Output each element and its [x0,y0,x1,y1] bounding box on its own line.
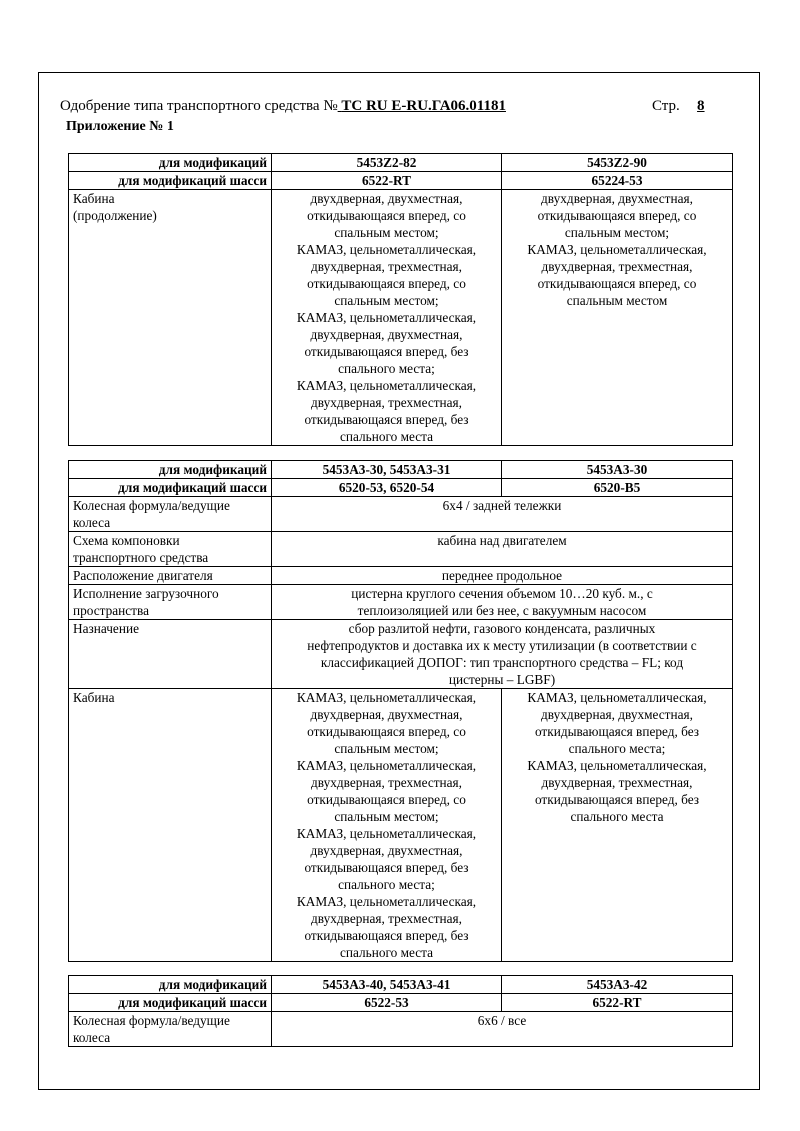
spec-table-1 [68,153,733,446]
wheel-formula-value: 6х6 / все [272,1012,733,1047]
modification-cell: 5453А3-40, 5453А3-41 [272,976,502,994]
text-line: откидывающаяся вперед, без [534,792,700,807]
chassis-cell: 6522-RT [502,994,733,1012]
label-line: (продолжение) [73,208,157,223]
appendix-label: Приложение № 1 [66,119,174,134]
text-line: спальным местом; [334,225,439,240]
text-line: откидывающаяся вперед, со [537,208,697,223]
chassis-cell: 65224-53 [502,172,733,190]
cabin-cell [272,689,502,962]
text-line: КАМАЗ, цельнометаллическая, [527,690,707,705]
text-line: спальным местом; [334,741,439,756]
text-line: откидывающаяся вперед, без [304,344,469,359]
text-line: двухдверная, двухместная, [541,191,693,206]
text-line: двухдверная, трехместная, [311,259,462,274]
row-label: для модификаций [69,154,272,172]
title-prefix: Одобрение типа транспортного средства № [60,98,338,114]
text-line: КАМАЗ, цельнометаллическая, [296,758,477,773]
text-line: двухдверная, двухместная, [310,191,463,206]
label-line: транспортного средства [73,550,209,565]
text-line: теплоизоляцией или без нее, с вакуумным насосом [357,603,647,618]
text-line: откидывающаяся вперед, без [304,412,469,427]
label-line: Кабина [73,191,115,206]
modification-cell: 5453Z2-82 [272,154,502,172]
label-line: колеса [73,1030,111,1045]
table-row-modifications [69,154,733,172]
text-line: КАМАЗ, цельнометаллическая, [296,310,477,325]
text-line: цистерна круглого сечения объемом 10…20 куб. м., с [351,586,653,601]
text-line: откидывающаяся вперед, со [307,208,466,223]
page-label: Стр. [652,98,680,114]
cargo-value [272,585,733,620]
text-line: спального места; [338,877,435,892]
row-label: для модификаций шасси [69,479,272,497]
label-line: Колесная формула/ведущие [73,498,230,513]
modification-cell: 5453Z2-90 [502,154,733,172]
modification-cell: 5453А3-42 [502,976,733,994]
page-indicator [652,98,722,115]
label-line: пространства [73,603,150,618]
row-label [69,532,272,567]
cabin-cell [502,689,733,962]
text-line: цистерны – LGBF) [448,672,556,687]
header-line [60,98,740,118]
modification-cell: 5453А3-30, 5453А3-31 [272,461,502,479]
table-row-layout [69,532,733,567]
approval-number [338,98,603,115]
text-line: откидывающаяся вперед, со [307,792,466,807]
row-label [69,585,272,620]
table-row-wheel-formula [69,1012,733,1047]
text-line: спальным местом; [564,225,670,240]
chassis-cell: 6520-В5 [502,479,733,497]
text-line: классификацией ДОПОГ: тип транспортного средства – FL; код [320,655,684,670]
cabin-cell [272,190,502,446]
table-row-chassis [69,172,733,190]
chassis-cell: 6520-53, 6520-54 [272,479,502,497]
text-line: двухдверная, трехместная, [311,395,462,410]
text-line: КАМАЗ, цельнометаллическая, [296,242,477,257]
chassis-cell: 6522-RT [272,172,502,190]
row-label [69,190,272,446]
text-line: двухдверная, трехместная, [541,775,693,790]
text-line: двухдверная, двухместная, [310,707,463,722]
row-label: Расположение двигателя [69,567,272,585]
text-line: двухдверная, трехместная, [311,775,462,790]
row-label: для модификаций [69,461,272,479]
table-row-purpose [69,620,733,689]
label-line: колеса [73,515,111,530]
text-line: спальным местом [566,293,668,308]
text-line: КАМАЗ, цельнометаллическая, [527,758,707,773]
text-line: откидывающаяся вперед, со [307,276,466,291]
text-line: КАМАЗ, цельнометаллическая, [296,826,477,841]
purpose-value [272,620,733,689]
text-line: откидывающаяся вперед, со [307,724,466,739]
row-label [69,1012,272,1047]
text-line: КАМАЗ, цельнометаллическая, [296,894,477,909]
text-line: двухдверная, трехместная, [311,911,462,926]
text-line: двухдверная, трехместная, [541,259,693,274]
label-line: Схема компоновки [73,533,180,548]
text-line: сбор разлитой нефти, газового конденсата, различных [348,621,656,636]
spec-table-2 [68,460,733,962]
text-line: спального места; [568,741,666,756]
cabin-cell [502,190,733,446]
table-row-engine [69,567,733,585]
table-row-chassis [69,479,733,497]
row-label: для модификаций шасси [69,172,272,190]
text-line: нефтепродуктов и доставка их к месту утилизации (в соответствии с [307,638,697,653]
text-line: двухдверная, двухместная, [310,843,463,858]
table-row-modifications [69,461,733,479]
wheel-formula-value: 6х4 / задней тележки [272,497,733,532]
row-label: Назначение [69,620,272,689]
page-number: 8 [697,98,705,114]
engine-value: переднее продольное [272,567,733,585]
row-label: Кабина [69,689,272,962]
text-line: спальным местом; [334,809,439,824]
label-line: Исполнение загрузочного [73,586,219,601]
text-line: спального места [339,945,434,960]
text-line: КАМАЗ, цельнометаллическая, [296,378,477,393]
text-line: КАМАЗ, цельнометаллическая, [527,242,707,257]
row-label [69,497,272,532]
label-line: Колесная формула/ведущие [73,1013,230,1028]
approval-number-text: ТС RU E-RU.ГА06.01181 [341,98,506,114]
text-line: откидывающаяся вперед, со [537,276,697,291]
table-row-cargo [69,585,733,620]
text-line: откидывающаяся вперед, без [304,928,469,943]
table-row-modifications [69,976,733,994]
text-line: двухдверная, двухместная, [310,327,463,342]
row-label: для модификаций [69,976,272,994]
text-line: спальным местом; [334,293,439,308]
table-row-chassis [69,994,733,1012]
spec-table-3 [68,975,733,1047]
text-line: спального места [570,809,664,824]
chassis-cell: 6522-53 [272,994,502,1012]
text-line: откидывающаяся вперед, без [304,860,469,875]
row-label: для модификаций шасси [69,994,272,1012]
text-line: двухдверная, двухместная, [541,707,693,722]
table-row-wheel-formula [69,497,733,532]
text-line: спального места [339,429,434,444]
layout-value: кабина над двигателем [272,532,733,567]
text-line: КАМАЗ, цельнометаллическая, [296,690,477,705]
text-line: спального места; [338,361,435,376]
modification-cell: 5453А3-30 [502,461,733,479]
document-header [60,98,740,135]
text-line: откидывающаяся вперед, без [534,724,700,739]
table-row-cabin [69,190,733,446]
table-row-cabin [69,689,733,962]
